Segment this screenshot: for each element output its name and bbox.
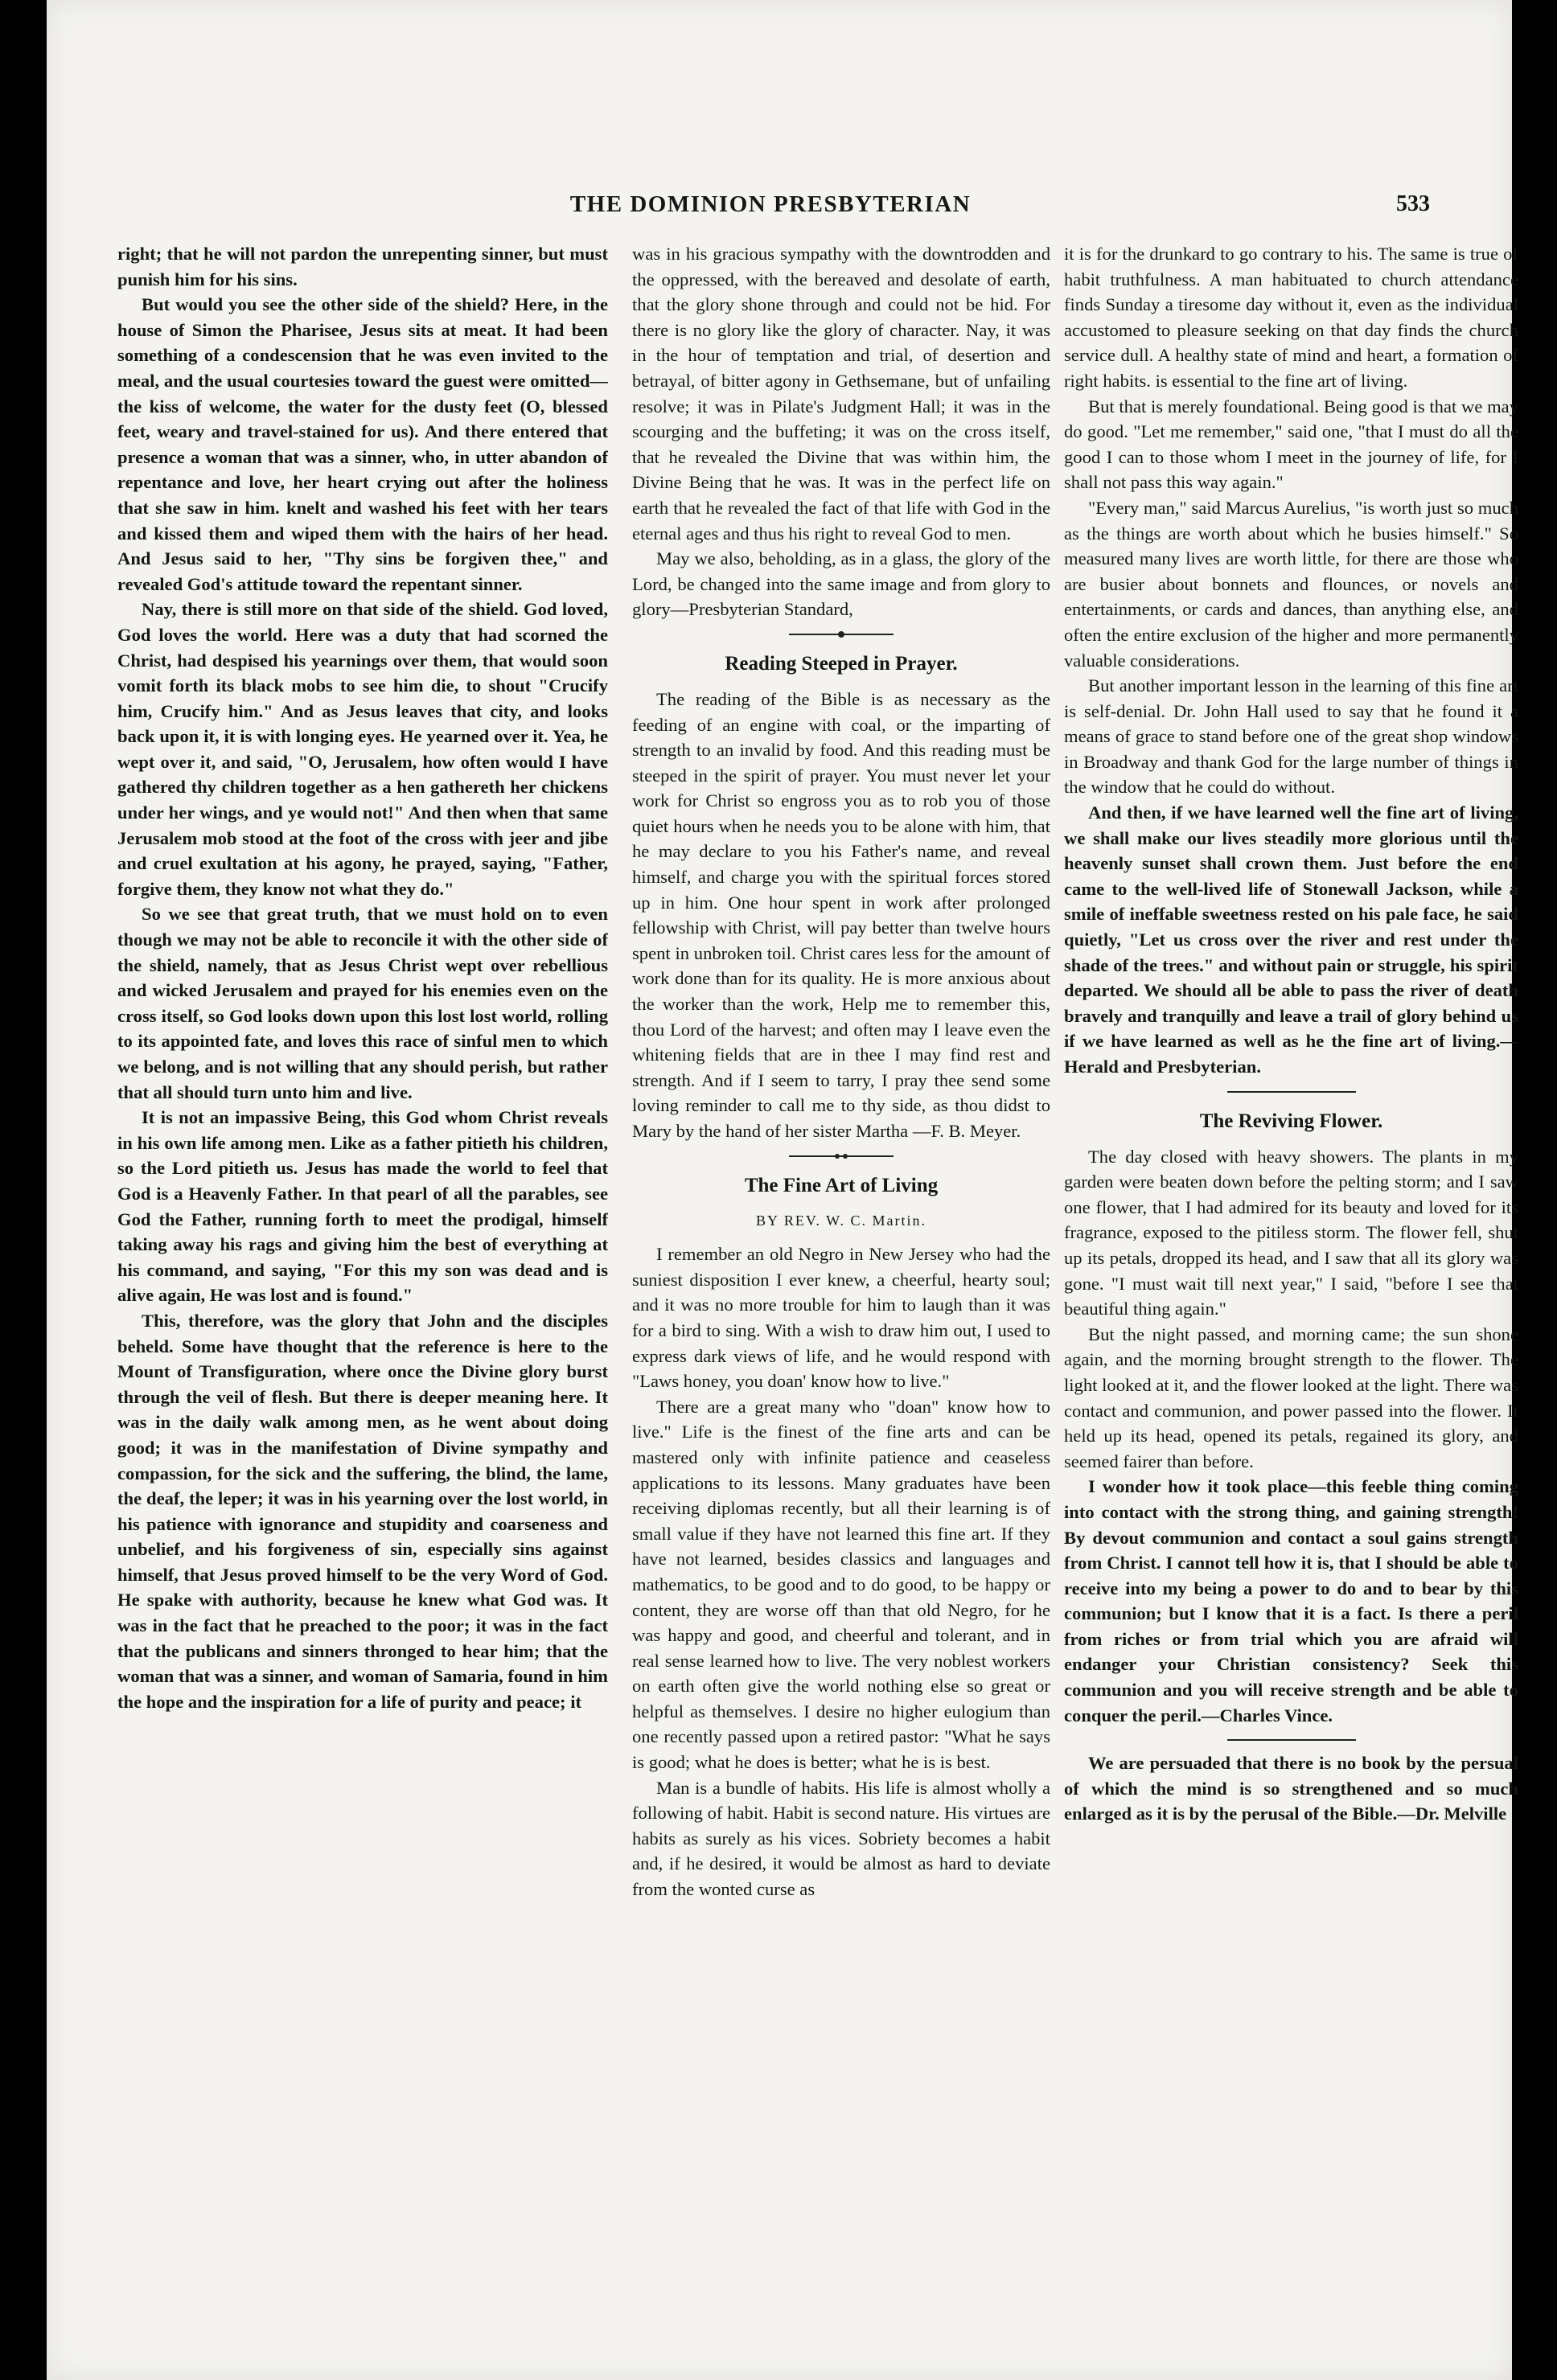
paragraph: But the night passed, and morning came; the sun shone again, and the morning brought strength to the flower. The light looked at it, and the flower looked at the light. There was contact and communion, and power passed into the flower. It held up its head, opened its petals, regained its glory, and seemed fairer than before. [1064, 1323, 1518, 1471]
paragraph: it is for the drunkard to go contrary to his. The same is true of habit truthfulness. A man habituated to church attendance finds Sunday a tiresome day without it, even as the individual accustomed to pleasure seeking on that day finds the church service dull. A healthy state of mind and heart, a formation of right habits. is essential to the fine art of living. [1064, 244, 1518, 391]
section-divider [781, 1151, 902, 1162]
paragraph: Nay, there is still more on that side of the shield. God loved, God loves the world. Here was a duty that had scorned the Christ, had despised his yearnings over them, that would soon vomit forth its black mobs to see him die, to shout "Crucify him, Crucify him." And as Jesus leaves that city, and looks back upon it, it is with longing eyes. He yearned over it. Yea, he wept over it, and said, "O, Jerusalem, how often would I have gathered thy children together as a hen gathereth her chickens under her wings, and ye would not!" And then when that same Jerusalem mob stood at the foot of the cross with jeer and jibe and cruel exultation at his agony, he prayed, saying, "Father, forgive them, they know not what they do." [117, 599, 608, 899]
article-title: The Reviving Flower. [1199, 1110, 1383, 1132]
article-title: The Fine Art of Living [744, 1174, 939, 1196]
paragraph: right; that he will not pardon the unrepenting sinner, but must punish him for his sins. [117, 244, 608, 289]
paragraph: The reading of the Bible is as necessary as the feeding of an engine with coal, or the imparting of strength to an invalid by food. And this reading must be steeped in the spirit of prayer. You must never let your work for Christ so engross you as to rob you of those quiet hours when he needs you to be alone with him, that he may declare to you his Father's name, and reveal himself, and charge you with the spiritual forces stored up in him. One hour spent in work after prolonged fellowship with Christ, will pay better than twelve hours spent in unbroken toil. Christ cares less for the amount of work done than for its quality. He is more anxious about the worker than the work, Help me to remember this, thou Lord of the harvest; and often may I leave even the whitening fields that are in thee I may find rest and strength. And if I seem to tarry, I pray thee send some loving reminder to call me to thy side, as thou didst to Mary by the hand of her sister Martha —F. B. Meyer. [632, 688, 1050, 1141]
paragraph: was in his gracious sympathy with the downtrodden and the oppressed, with the bereaved and desolate of earth, that the glory shone through and could not be hid. For there is no glory like the glory of character. Nay, it was in the hour of temptation and trial, of desertion and betrayal, of bitter agony in Gethsemane, but of unfailing resolve; it was in Pilate's Judgment Hall; it was in the scourging and the buffeting; it was on the cross itself, that he revealed the Divine that was within him, the Divine Being that he was. It was in the perfect life on earth that he revealed the fact of that life with God in the eternal ages and thus his right to reveal God to men. [632, 244, 1050, 544]
article-title: Reading Steeped in Prayer. [725, 652, 958, 675]
running-title: THE DOMINION PRESBYTERIAN [569, 191, 972, 217]
section-divider [781, 629, 902, 640]
paragraph: I remember an old Negro in New Jersey who had the suniest disposition I ever knew, a cheerful, hearty soul; and it was no more trouble for him to laugh than it was for a bird to sing. With a wish to draw him out, I used to express dark views of life, and he would respond with "Laws honey, you doan' know how to live." [632, 1244, 1050, 1392]
paragraph: We are persuaded that there is no book by the persual of which the mind is so strengthened and so much enlarged as it is by the perusal of the Bible.—Dr. Melville [1064, 1753, 1518, 1824]
newspaper-page [47, 0, 1518, 2380]
section-divider [1219, 1734, 1364, 1746]
paragraph: I wonder how it took place—this feeble thing coming into contact with the strong thing, and gaining strength! By devout communion and contact a soul gains strength from Christ. I cannot tell how it is, that I should be able to receive into my being a power to do and to bear by this communion; but I know that it is a fact. Is there a peril from riches or from trial which you are afraid will endanger your Christian consistency? Seek this communion and you will receive strength and be able to conquer the peril.—Charles Vince. [1064, 1476, 1518, 1726]
paragraph: So we see that great truth, that we must hold on to even though we may not be able to reconcile it with the other side of the shield, namely, that as Jesus Christ wept over rebellious and wicked Jerusalem and prayed for his enemies even on the cross itself, so God looks down upon this lost lost world, rolling to its appointed fate, and loves this race of sinful men to which we belong, and is not willing that any should perish, but rather that all should turn unto him and live. [117, 904, 608, 1102]
column-1 [117, 241, 608, 2300]
paragraph: But another important lesson in the learning of this fine art is self-denial. Dr. John Hall used to say that he found it a means of grace to stand before one of the great shop windows in Broadway and thank God for the large number of things in the window that he could do without. [1064, 675, 1518, 798]
paragraph: "Every man," said Marcus Aurelius, "is worth just so much as the things are worth about which he busies himself." So measured many lives are worth little, for there are those who are busier about bonnets and flounces, or novels and entertainments, or cards and dances, than anything else, and often the entire exclusion of the higher and more permanently valuable considerations. [1064, 497, 1518, 671]
paragraph: But would you see the other side of the shield? Here, in the house of Simon the Pharisee, Jesus sits at meat. It had been something of a condescension that he was even invited to the meal, and the usual courtesies toward the guest were omitted—the kiss of welcome, the water for the dusty feet (O, blessed feet, weary and travel-stained for us). And there entered that presence a woman that was a sinner, who, in utter abandon of repentance and love, her heart crying out after the holiness that she saw in him. knelt and washed his feet with her tears and kissed them and wiped them with the hairs of her head. And Jesus said to her, "Thy sins be forgiven thee," and revealed God's attitude toward the repentant sinner. [117, 294, 608, 594]
column-2 [632, 241, 1050, 2300]
paragraph: Man is a bundle of habits. His life is almost wholly a following of habit. Habit is second nature. His virtues are habits as surely as his vices. Sobriety becomes a habit and, if he desired, it would be almost as hard to deviate from the wonted curse as [632, 1777, 1050, 1900]
column-3 [1064, 241, 1518, 2300]
paragraph: The day closed with heavy showers. The plants in my garden were beaten down before the pelting storm; and I saw one flower, that I had admired for its beauty and loved for its fragrance, exposed to the pitiless storm. The flower fell, shut up its petals, dropped its head, and I saw that all its glory was gone. "I must wait till next year," I said, "before I see that beautiful thing again." [1064, 1146, 1518, 1319]
paragraph: This, therefore, was the glory that John and the disciples beheld. Some have thought that the reference is here to the Mount of Transfiguration, where once the Divine glory burst through the veil of flesh. But there is deeper meaning here. It was in the daily walk among men, as he went about doing good; it was in the manifestation of Divine sympathy and compassion, for the sick and the suffering, the blind, the lame, the deaf, the leper; it was in his yearning over the lost world, in his patience with ignorance and stupidity and coarseness and unbelief, and his forgiveness of sin, especially sins against himself, that Jesus proved himself to be the very Word of God. He spake with authority, because he knew what God was. It was in the fact that he preached to the poor; it was in the fact that the publicans and sinners thronged to hear him; that the woman that was a sinner, and woman of Samaria, found in him the hope and the inspiration for a life of purity and peace; it [117, 1310, 608, 1712]
page-header [111, 191, 1430, 224]
paragraph: There are a great many who "doan" know how to live." Life is the finest of the fine arts and can be mastered only with infinite patience and ceaseless applications to its lessons. Many graduates have been receiving diplomas recently, but all their learning is of small value if they have not learned this fine art. If they have not learned, besides classics and languages and mathematics, to be good and to do good, to be happy or content, they are worse off than that old Negro, for he was happy and good, and cheerful and tolerant, and in real sense learned how to live. The very noblest workers on earth often give the world nothing else so great or helpful as themselves. I desire no higher eulogium than one recently passed upon a retired pastor: "What he says is good; what he does is better; what he is is best. [632, 1396, 1050, 1773]
paragraph: It is not an impassive Being, this God whom Christ reveals in his own life among men. Like as a father pitieth his children, so the Lord pitieth us. Jesus has made the world to feel that God is a Heavenly Father. In that pearl of all the parables, see God the Father, running forth to meet the prodigal, himself taking away his rags and giving him the best of everything at his command, and saying, "For this my son was dead and is alive again, He was lost and is found." [117, 1107, 608, 1306]
paragraph: But that is merely foundational. Being good is that we may do good. "Let me remember," said one, "that I must do all the good I can to those whom I meet in the journey of life, for I shall not pass this way again." [1064, 396, 1518, 493]
paragraph: May we also, beholding, as in a glass, the glory of the Lord, be changed into the same image and from glory to glory—Presbyterian Standard, [632, 548, 1050, 620]
page-number: 533 [1396, 191, 1430, 216]
paragraph: And then, if we have learned well the fine art of living, we shall make our lives steadily more glorious until the heavenly sunset shall crown them. Just before the end came to the well-lived life of Stonewall Jackson, while a smile of ineffable sweetness rested on his pale face, he said quietly, "Let us cross over the river and rest under the shade of the trees." and without pain or struggle, his spirit departed. We should all be able to pass the river of death bravely and tranquilly and leave a trail of glory behind us if we have learned as well as he the fine art of living.—Herald and Presbyterian. [1064, 802, 1518, 1077]
article-byline: BY REV. W. C. Martin. [755, 1212, 927, 1229]
section-divider [1219, 1086, 1364, 1098]
